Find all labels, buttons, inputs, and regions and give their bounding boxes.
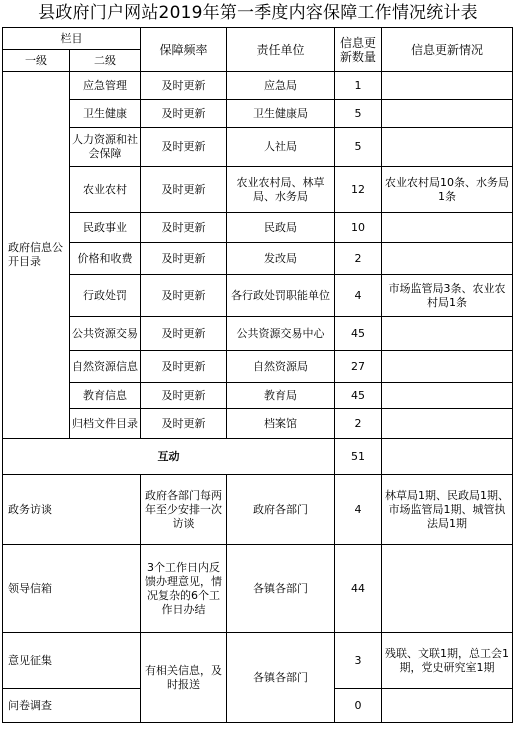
row-count: 5 [335, 100, 382, 128]
row-name: 行政处罚 [70, 275, 141, 317]
row-unit: 应急局 [227, 72, 335, 100]
row-count: 45 [335, 317, 382, 351]
row-count: 27 [335, 351, 382, 383]
header-level1: 一级 [3, 50, 70, 72]
row-update [382, 351, 513, 383]
row-count: 2 [335, 409, 382, 439]
row-update: 农业农村局10条、水务局1条 [382, 167, 513, 213]
row-update [382, 383, 513, 409]
row-name: 民政事业 [70, 213, 141, 243]
statistics-table [2, 27, 513, 723]
row-count: 2 [335, 243, 382, 275]
table-row [3, 275, 513, 317]
row-count: 1 [335, 72, 382, 100]
row-unit: 自然资源局 [227, 351, 335, 383]
row-name: 问卷调查 [3, 689, 141, 723]
row-name: 卫生健康 [70, 100, 141, 128]
row-unit: 卫生健康局 [227, 100, 335, 128]
row-unit: 各镇各部门 [227, 545, 335, 633]
page-title: 县政府门户网站2019年第一季度内容保障工作情况统计表 [38, 3, 478, 23]
table-row [3, 100, 513, 128]
interaction-label: 互动 [3, 439, 335, 475]
table-row [3, 213, 513, 243]
row-frequency: 3个工作日内反馈办理意见，情况复杂的6个工作日办结 [141, 545, 227, 633]
row-update [382, 72, 513, 100]
row-frequency: 及时更新 [141, 213, 227, 243]
row-name: 意见征集 [3, 633, 141, 689]
row-frequency: 及时更新 [141, 409, 227, 439]
row-count: 0 [335, 689, 382, 723]
table-row [3, 72, 513, 100]
table-row [3, 383, 513, 409]
row-count: 10 [335, 213, 382, 243]
row-update [382, 243, 513, 275]
row-unit: 档案馆 [227, 409, 335, 439]
row-unit: 人社局 [227, 128, 335, 167]
table-row [3, 475, 513, 545]
header-update: 信息更新情况 [382, 28, 513, 72]
row-name: 公共资源交易 [70, 317, 141, 351]
row-unit: 各行政处罚职能单位 [227, 275, 335, 317]
row-count: 44 [335, 545, 382, 633]
row-update [382, 317, 513, 351]
shared-frequency: 有相关信息，及时报送 [141, 633, 227, 723]
row-name: 归档文件目录 [70, 409, 141, 439]
row-unit: 政府各部门 [227, 475, 335, 545]
row-name: 自然资源信息 [70, 351, 141, 383]
row-update: 林草局1期、民政局1期、市场监管局1期、城管执法局1期 [382, 475, 513, 545]
row-frequency: 及时更新 [141, 128, 227, 167]
row-name: 价格和收费 [70, 243, 141, 275]
row-count: 4 [335, 275, 382, 317]
row-count: 45 [335, 383, 382, 409]
header-column-group: 栏目 [3, 28, 141, 50]
row-unit: 发改局 [227, 243, 335, 275]
row-name: 人力资源和社会保障 [70, 128, 141, 167]
table-row [3, 243, 513, 275]
row-unit: 农业农村局、林草局、水务局 [227, 167, 335, 213]
table-row [3, 167, 513, 213]
table-row [3, 409, 513, 439]
row-unit: 公共资源交易中心 [227, 317, 335, 351]
row-count: 12 [335, 167, 382, 213]
row-unit: 民政局 [227, 213, 335, 243]
row-name: 农业农村 [70, 167, 141, 213]
row-name: 政务访谈 [3, 475, 141, 545]
row-frequency: 及时更新 [141, 383, 227, 409]
row-update [382, 545, 513, 633]
header-level2: 二级 [70, 50, 141, 72]
row-update [382, 409, 513, 439]
row-update [382, 100, 513, 128]
row-frequency: 及时更新 [141, 100, 227, 128]
table-row [3, 317, 513, 351]
table-row [3, 351, 513, 383]
row-update: 市场监管局3条、农业农村局1条 [382, 275, 513, 317]
row-count: 3 [335, 633, 382, 689]
row-frequency: 及时更新 [141, 72, 227, 100]
header-unit: 责任单位 [227, 28, 335, 72]
table-row [3, 128, 513, 167]
interaction-update-empty [382, 439, 513, 475]
table-row [3, 545, 513, 633]
row-update [382, 213, 513, 243]
row-frequency: 政府各部门每两年至少安排一次访谈 [141, 475, 227, 545]
interaction-count: 51 [335, 439, 382, 475]
header-frequency: 保障频率 [141, 28, 227, 72]
row-frequency: 及时更新 [141, 243, 227, 275]
row-update: 残联、文联1期，总工会1期，党史研究室1期 [382, 633, 513, 689]
row-unit: 教育局 [227, 383, 335, 409]
row-name: 教育信息 [70, 383, 141, 409]
row-frequency: 及时更新 [141, 167, 227, 213]
row-name: 应急管理 [70, 72, 141, 100]
row-name: 领导信箱 [3, 545, 141, 633]
row-update [382, 128, 513, 167]
row-count: 4 [335, 475, 382, 545]
table-row [3, 439, 513, 475]
row-update [382, 689, 513, 723]
row-frequency: 及时更新 [141, 275, 227, 317]
header-count: 信息更新数量 [335, 28, 382, 72]
shared-unit: 各镇各部门 [227, 633, 335, 723]
row-count: 5 [335, 128, 382, 167]
table-row [3, 633, 513, 689]
row-frequency: 及时更新 [141, 351, 227, 383]
section-gov-label: 政府信息公开目录 [3, 72, 70, 439]
row-frequency: 及时更新 [141, 317, 227, 351]
